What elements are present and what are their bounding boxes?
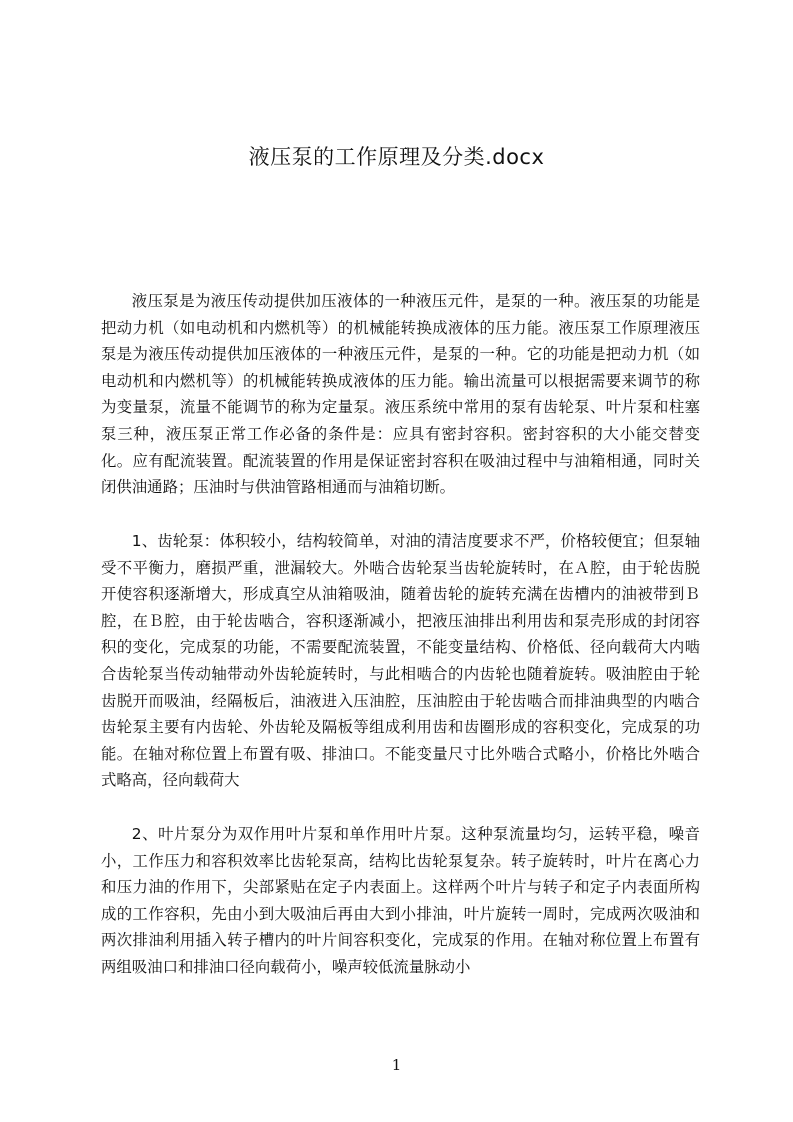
- document-title: 液压泵的工作原理及分类.docx: [248, 145, 545, 169]
- paragraph-gear-pump: 1、齿轮泵：体积较小，结构较简单，对油的清洁度要求不严，价格较便宜；但泵轴受不平衡力，磨损严重，泄漏较大。外啮合齿轮泵当齿轮旋转时，在Ａ腔，由于轮齿脱开使容积逐渐增大，形成真空从油箱吸油，随着齿轮的旋转充满在齿槽内的油被带到Ｂ腔，在Ｂ腔，由于轮齿啮合，容积逐渐减小，把液压油排出利用齿和泵壳形成的封闭容积的变化，完成泵的功能，不需要配流装置，不能变量结构、价格低、径向载荷大内啮合齿轮泵当传动轴带动外齿轮旋转时，与此相啮合的内齿轮也随着旋转。吸油腔由于轮齿脱开而吸油，经隔板后，油液进入压油腔，压油腔由于轮齿啮合而排油典型的内啮合齿轮泵主要有内齿轮、外齿轮及隔板等组成利用齿和齿圈形成的容积变化，完成泵的功能。在轴对称位置上布置有吸、排油口。不能变量尺寸比外啮合式略小，价格比外啮合式略高，径向载荷大: [101, 532, 700, 790]
- page-number: 1: [391, 1056, 402, 1074]
- paragraph-vane-pump: 2、叶片泵分为双作用叶片泵和单作用叶片泵。这种泵流量均匀，运转平稳，噪音小，工作压力和容积效率比齿轮泵高，结构比齿轮泵复杂。转子旋转时，叶片在离心力和压力油的作用下，尖部紧贴在定子内表面上。这样两个叶片与转子和定子内表面所构成的工作容积，先由小到大吸油后再由大到小排油，叶片旋转一周时，完成两次吸油和两次排油利用插入转子槽内的叶片间容积变化，完成泵的作用。在轴对称位置上布置有两组吸油口和排油口径向载荷小，噪声较低流量脉动小: [101, 825, 700, 976]
- paragraph-intro: 液压泵是为液压传动提供加压液体的一种液压元件，是泵的一种。液压泵的功能是把动力机（如电动机和内燃机等）的机械能转换成液体的压力能。液压泵工作原理液压泵是为液压传动提供加压液体的一种液压元件，是泵的一种。它的功能是把动力机（如电动机和内燃机等）的机械能转换成液体的压力能。输出流量可以根据需要来调节的称为变量泵，流量不能调节的称为定量泵。液压系统中常用的泵有齿轮泵、叶片泵和柱塞泵三种，液压泵正常工作必备的条件是：应具有密封容积。密封容积的大小能交替变化。应有配流装置。配流装置的作用是保证密封容积在吸油过程中与油箱相通，同时关闭供油通路；压油时与供油管路相通而与油箱切断。: [101, 292, 700, 497]
